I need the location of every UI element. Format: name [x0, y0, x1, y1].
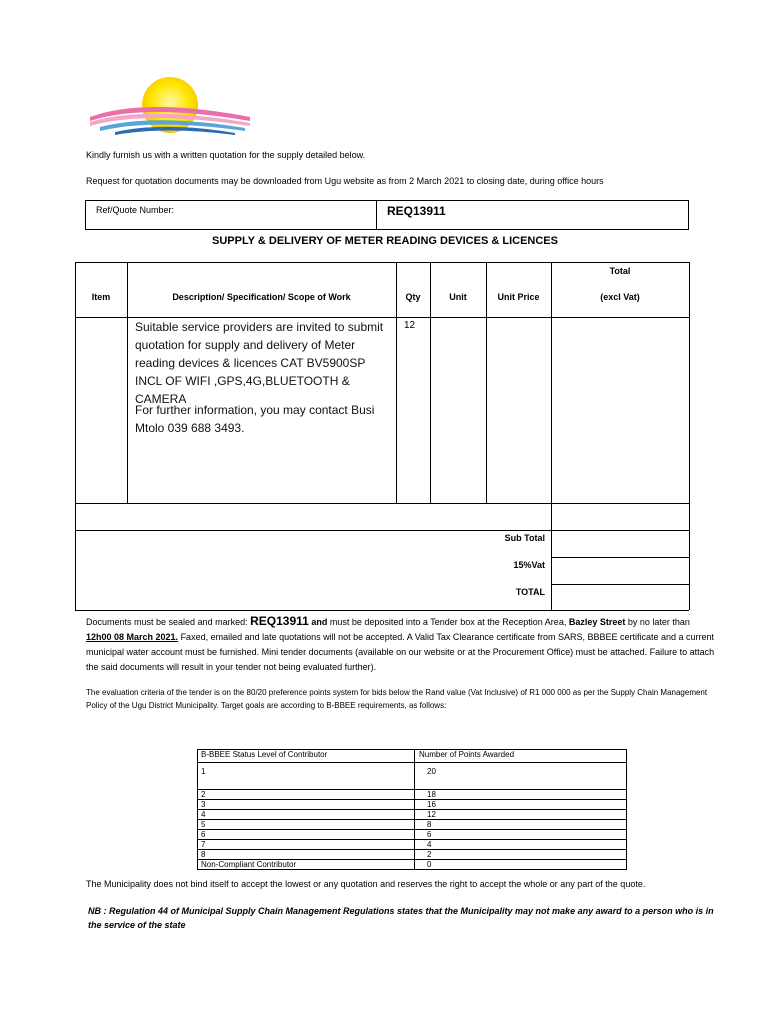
intro-line-1: Kindly furnish us with a written quotation for the supply detailed below. [86, 150, 366, 160]
vat-label: 15%Vat [513, 560, 545, 570]
table-row: 2 18 [198, 790, 627, 800]
table-row: 6 6 [198, 830, 627, 840]
table-row: 3 16 [198, 800, 627, 810]
municipality-logo [85, 75, 255, 135]
street-name: Bazley Street [568, 617, 626, 627]
page-title: SUPPLY & DELIVERY OF METER READING DEVICES & LICENCES [212, 235, 558, 247]
submission-instructions: Documents must be sealed and marked: REQ13911 and must be deposited into a Tender box at the Reception Area, Bazley Street by no later than 12h00 08 March 2021. Faxed, emailed and late quotations will not be accepted. A Valid Tax Clearance certificate from SARS, BBBEE certificate and a current municipal water account must be furnished. Mini tender documents (available on our website or at the Procurement Office) must be attached. Failure to attach the said documents will result in your tender not being evaluated further). [86, 614, 715, 672]
header-item: Item [91, 292, 111, 302]
table-row: 1 20 [198, 763, 627, 790]
header-qty: Qty [405, 292, 421, 302]
ref-quote-label: Ref/Quote Number: [96, 205, 175, 215]
bbbee-table [197, 749, 627, 870]
sub-total-label: Sub Total [504, 533, 545, 543]
table-row: Non-Compliant Contributor 0 [198, 860, 627, 870]
table-row: 4 12 [198, 810, 627, 820]
total-label: TOTAL [515, 587, 545, 597]
table-row: B-BBEE Status Level of Contributor Number of Points Awarded [198, 750, 627, 763]
item-description: Suitable service providers are invited to submit quotation for supply and delivery of Meter reading devices & licences CAT BV5900SP INCL OF WIFI ,GPS,4G,BLUETOOTH & CAMERA [135, 320, 384, 406]
header-total: Total [609, 266, 631, 276]
ref-quote-value: REQ13911 [387, 204, 446, 218]
item-qty: 12 [404, 320, 416, 331]
sealed-ref: REQ13911 [250, 614, 309, 628]
ref-quote-box [85, 200, 689, 230]
header-total-excl-vat: (excl Vat) [600, 292, 640, 302]
table-row: 7 4 [198, 840, 627, 850]
table-row: 5 8 [198, 820, 627, 830]
header-unit: Unit [449, 292, 467, 302]
municipality-note: The Municipality does not bind itself to accept the lowest or any quotation and reserves the right to accept the whole or any part of the quote. [86, 879, 646, 889]
table-row: 8 2 [198, 850, 627, 860]
intro-line-2: Request for quotation documents may be downloaded from Ugu website as from 2 March 2021 to closing date, during office hours [86, 176, 604, 186]
header-unit-price: Unit Price [497, 292, 540, 302]
header-description: Description/ Specification/ Scope of Work [172, 292, 351, 302]
item-contact-info: For further information, you may contact Busi Mtolo 039 688 3493. [135, 403, 375, 435]
nb-regulation-note: NB : Regulation 44 of Municipal Supply Chain Management Regulations states that the Municipality may not make any award to a person who is in the service of the state [88, 906, 714, 930]
evaluation-criteria: The evaluation criteria of the tender is on the 80/20 preference points system for bids below the Rand value (Vat Inclusive) of R1 000 000 as per the Supply Chain Management Policy of the Ugu District Municipality. Target goals are according to B-BBEE requirements, as follows: [86, 688, 708, 710]
closing-deadline: 12h00 08 March 2021. [86, 632, 179, 642]
